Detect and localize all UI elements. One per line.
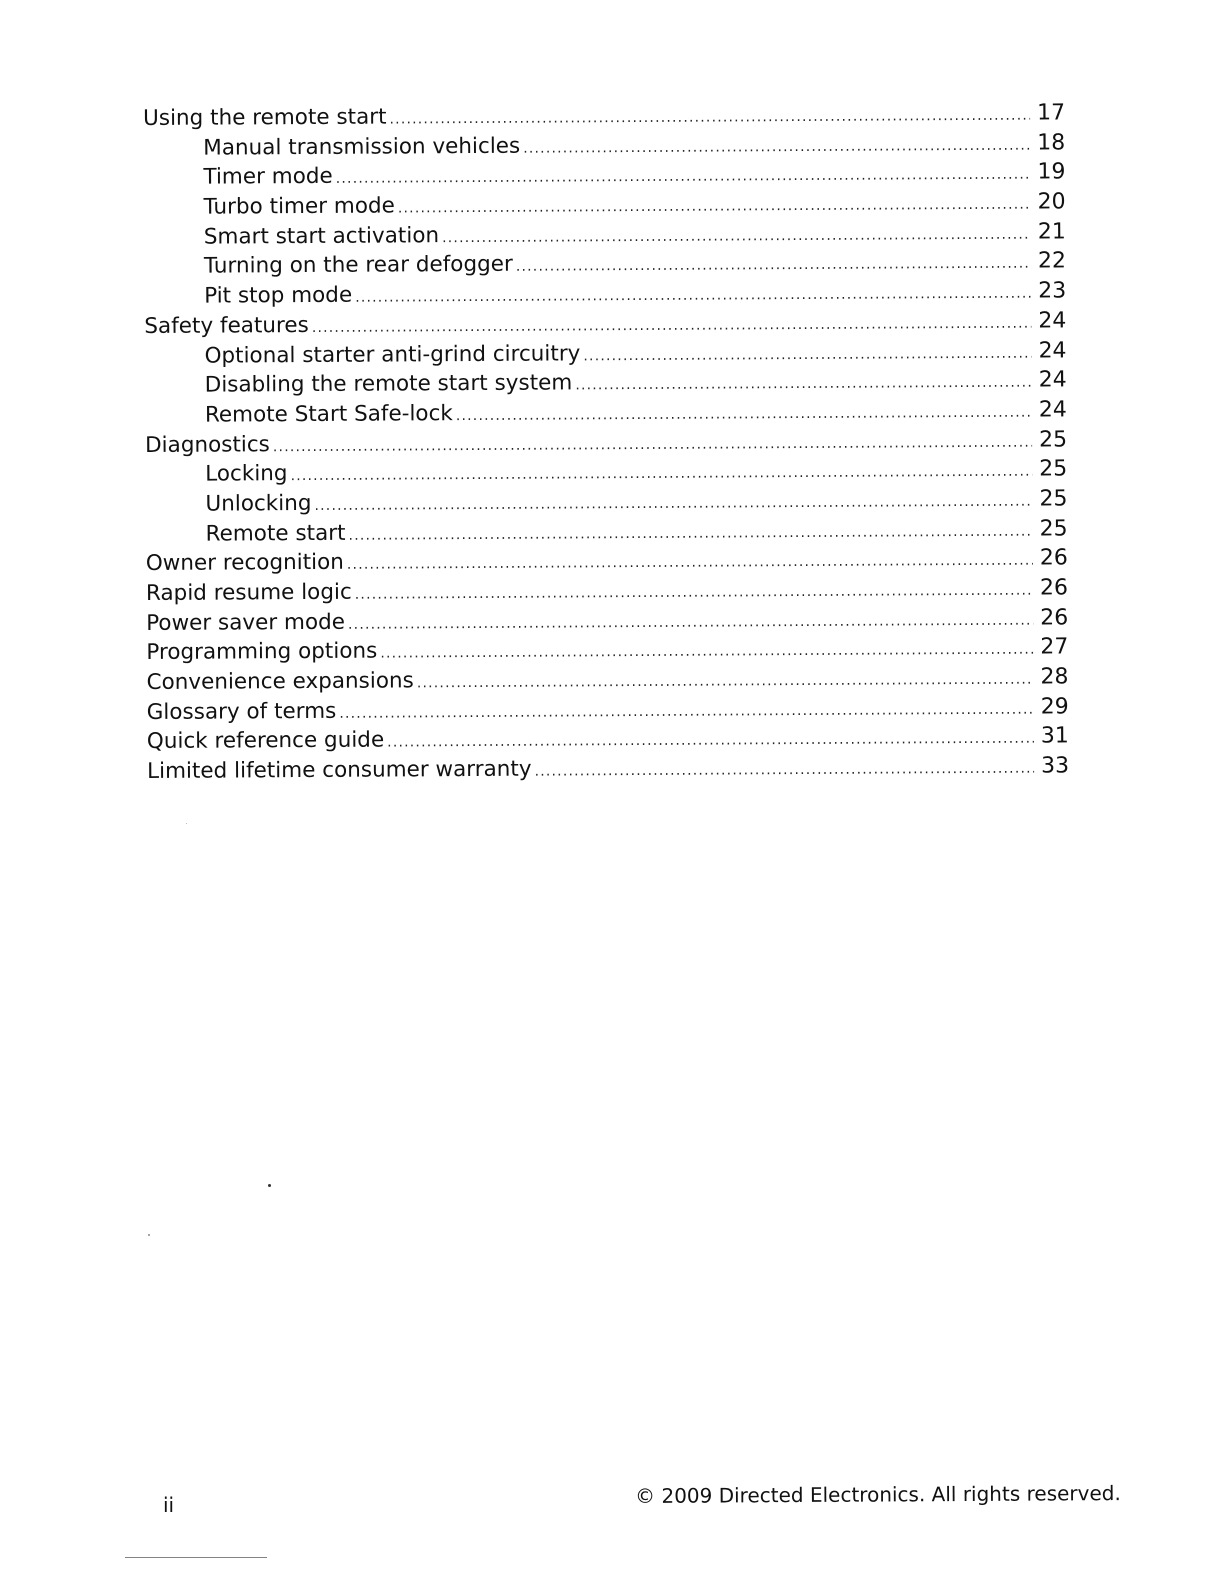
dot-leader: [575, 369, 1032, 401]
dot-leader: [348, 606, 1033, 640]
toc-entry-label: Turbo timer mode: [203, 193, 395, 220]
dot-leader: [314, 488, 1032, 522]
toc-entry-label: Diagnostics: [145, 431, 270, 458]
toc-entry-label: Manual transmission vehicles: [203, 133, 521, 161]
dot-leader: [355, 280, 1031, 314]
dot-leader: [355, 577, 1033, 611]
toc-entry-page: 19: [1037, 159, 1066, 185]
toc-entry-page: 18: [1037, 130, 1066, 156]
dot-leader: [389, 102, 1030, 136]
toc-entry-programming-options[interactable]: [146, 633, 1068, 668]
toc-entry-page: 23: [1038, 278, 1067, 304]
dot-leader: [380, 636, 1033, 670]
toc-entry-safety-features[interactable]: [144, 306, 1066, 341]
dot-leader: [442, 220, 1031, 253]
dot-leader: [583, 339, 1031, 371]
toc-entry-label: Rapid resume logic: [145, 579, 352, 606]
dot-leader: [336, 161, 1031, 195]
scan-speck: [186, 823, 187, 824]
toc-entry-diagnostics[interactable]: [145, 425, 1067, 460]
toc-entry-page: 25: [1039, 515, 1068, 542]
toc-entry-label: Timer mode: [203, 164, 333, 191]
toc-entry-disabling-remote-start[interactable]: [145, 366, 1067, 401]
toc-entry-page: 22: [1037, 248, 1067, 274]
toc-entry-page: 27: [1040, 634, 1069, 660]
dot-leader: [273, 428, 1032, 462]
toc-entry-page: 24: [1038, 337, 1067, 364]
dot-leader: [456, 398, 1032, 431]
toc-entry-locking[interactable]: [145, 455, 1067, 490]
copyright-notice: © 2009 Directed Electronics. All rights reserved.: [635, 1481, 1121, 1508]
toc-entry-using-the-remote-start[interactable]: [143, 98, 1065, 133]
toc-entry-page: 26: [1039, 575, 1069, 601]
page-number: ii: [163, 1493, 175, 1517]
toc-entry-label: Turning on the rear defogger: [203, 252, 513, 280]
toc-entry-remote-start[interactable]: [146, 514, 1068, 549]
scan-speck: [268, 1184, 271, 1187]
toc-entry-manual-transmission-vehicles[interactable]: [143, 128, 1065, 163]
toc-entry-page: 25: [1039, 486, 1068, 512]
toc-entry-pit-stop-mode[interactable]: [144, 276, 1066, 311]
table-of-contents: [143, 98, 1069, 786]
dot-leader: [398, 191, 1031, 225]
toc-entry-page: 25: [1039, 456, 1068, 482]
toc-entry-label: Programming options: [146, 638, 378, 666]
toc-entry-label: Owner recognition: [145, 550, 344, 577]
toc-entry-convenience-expansions[interactable]: [146, 662, 1068, 697]
toc-entry-anti-grind-circuitry[interactable]: [144, 336, 1066, 371]
dot-leader: [516, 250, 1031, 283]
toc-entry-label: Remote start: [205, 520, 346, 547]
dot-leader: [312, 309, 1032, 343]
toc-entry-page: 31: [1040, 723, 1069, 749]
toc-entry-page: 24: [1038, 397, 1067, 423]
dot-leader: [534, 755, 1034, 788]
dot-leader: [347, 547, 1033, 581]
toc-entry-limited-lifetime-warranty[interactable]: [147, 751, 1069, 786]
toc-entry-page: 24: [1038, 367, 1067, 393]
toc-entry-page: 28: [1040, 664, 1069, 690]
toc-entry-page: 33: [1040, 753, 1070, 779]
toc-entry-power-saver-mode[interactable]: [146, 603, 1068, 638]
toc-entry-owner-recognition[interactable]: [146, 544, 1068, 579]
toc-entry-label: Smart start activation: [203, 222, 440, 250]
toc-entry-safe-lock[interactable]: [145, 395, 1067, 430]
toc-entry-label: Locking: [205, 461, 288, 487]
toc-entry-page: 21: [1037, 219, 1066, 245]
toc-entry-label: Safety features: [144, 312, 309, 339]
scan-speck: [148, 1234, 150, 1236]
dot-leader: [290, 458, 1032, 492]
toc-entry-page: 29: [1040, 694, 1069, 720]
toc-entry-label: Disabling the remote start system: [204, 370, 573, 398]
toc-entry-label: Quick reference guide: [146, 727, 385, 755]
toc-entry-label: Unlocking: [205, 490, 312, 517]
toc-entry-smart-start-activation[interactable]: [144, 217, 1066, 252]
toc-entry-unlocking[interactable]: [145, 484, 1067, 519]
dot-leader: [348, 517, 1032, 551]
toc-entry-rapid-resume-logic[interactable]: [146, 573, 1068, 608]
dot-leader: [387, 725, 1034, 759]
toc-entry-label: Power saver mode: [146, 609, 346, 636]
toc-entry-page: 26: [1039, 545, 1068, 571]
toc-entry-label: Remote Start Safe-lock: [204, 400, 453, 428]
dot-leader: [523, 131, 1030, 164]
toc-entry-page: 24: [1038, 308, 1067, 334]
toc-entry-rear-defogger[interactable]: [144, 247, 1066, 282]
toc-entry-label: Using the remote start: [143, 104, 387, 131]
dot-leader: [339, 695, 1034, 729]
toc-entry-label: Convenience expansions: [146, 668, 414, 696]
toc-entry-page: 25: [1038, 426, 1068, 453]
scan-artifact-line: [125, 1557, 267, 1558]
toc-entry-label: Limited lifetime consumer warranty: [147, 756, 532, 785]
toc-entry-page: 26: [1040, 605, 1069, 631]
toc-entry-timer-mode[interactable]: [143, 158, 1065, 193]
toc-entry-page: 17: [1036, 100, 1066, 126]
toc-entry-page: 20: [1037, 189, 1066, 215]
toc-entry-label: Glossary of terms: [146, 698, 337, 725]
dot-leader: [417, 666, 1034, 699]
toc-entry-label: Pit stop mode: [204, 282, 353, 309]
toc-entry-turbo-timer-mode[interactable]: [144, 187, 1066, 222]
toc-entry-glossary-of-terms[interactable]: [147, 692, 1069, 727]
toc-entry-quick-reference-guide[interactable]: [147, 722, 1069, 757]
toc-entry-label: Optional starter anti-grind circuitry: [204, 340, 581, 369]
